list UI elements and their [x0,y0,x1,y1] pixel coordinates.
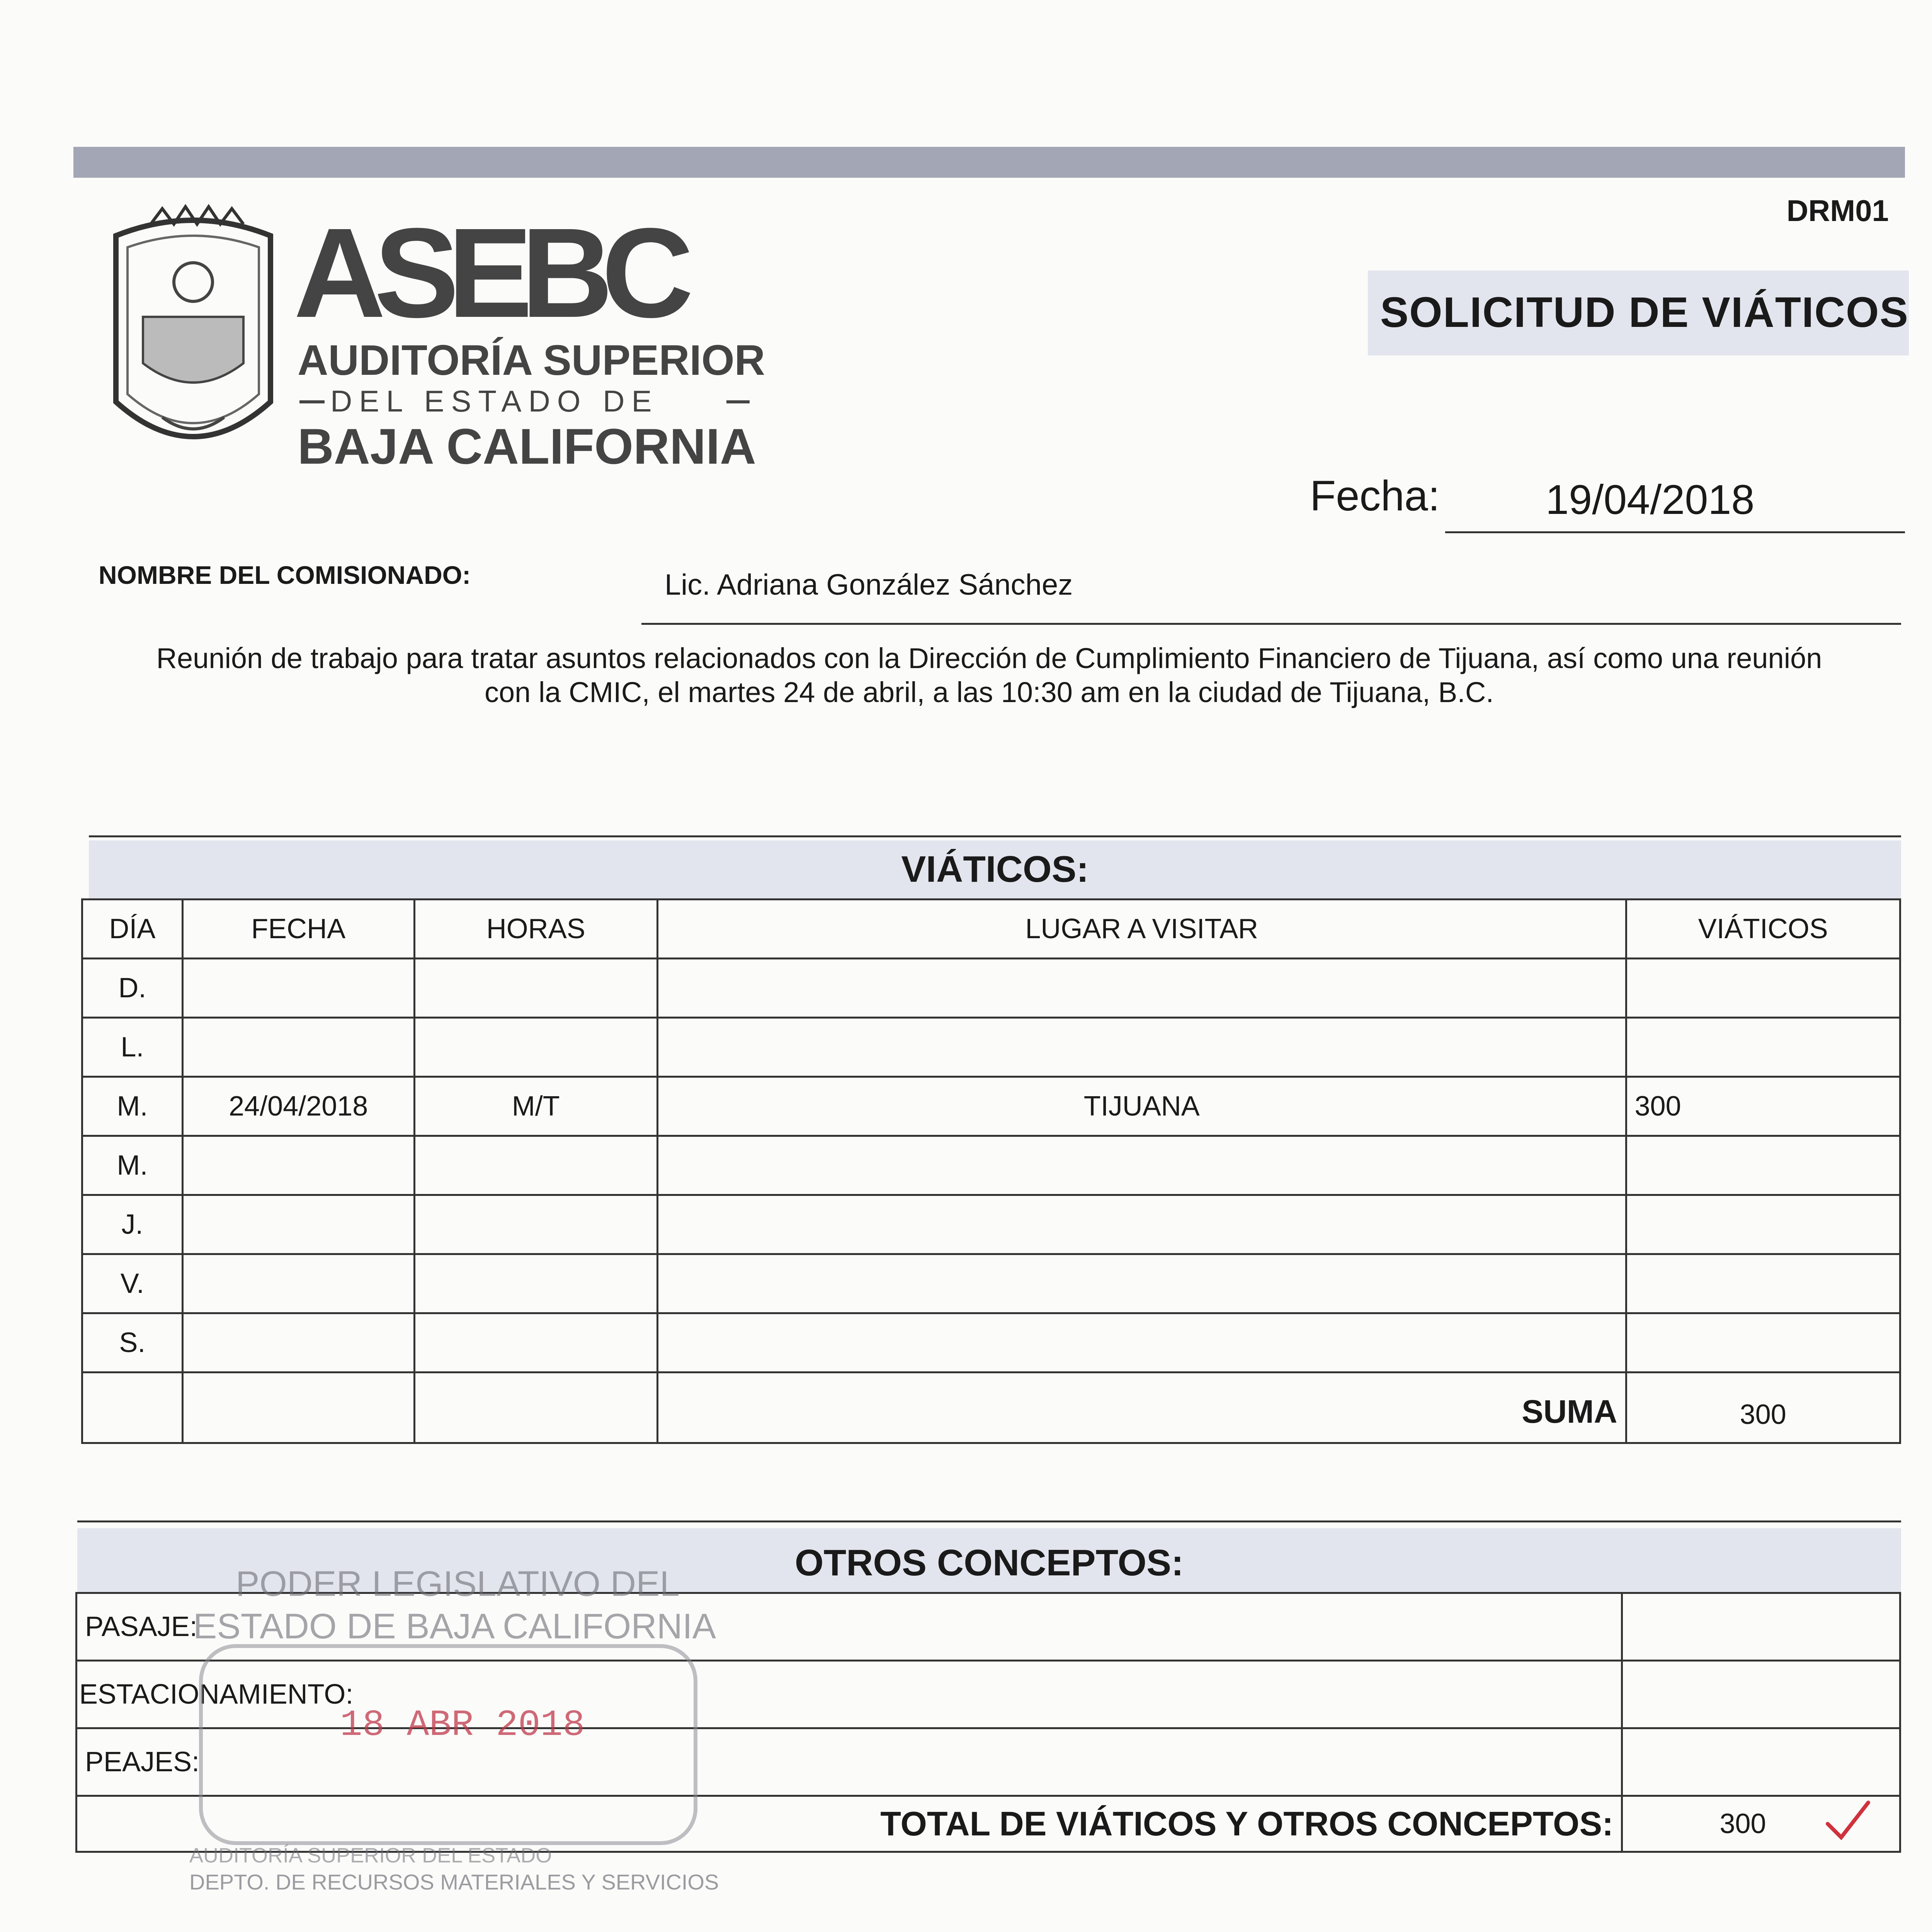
suma-value: 300 [1626,1372,1900,1443]
svg-text:ESTADO DE BAJA CALIFORNIA: ESTADO DE BAJA CALIFORNIA [193,1607,716,1646]
header-dia: DÍA [82,900,183,959]
cell-fecha [182,1136,414,1195]
checkmark-icon [1824,1801,1870,1843]
cell-viaticos [1626,1195,1900,1254]
coat-of-arms-icon [93,201,765,479]
cell-lugar [657,1136,1626,1195]
table-row [82,1313,1900,1372]
cell-viaticos [1626,1136,1900,1195]
cell-fecha [182,1195,414,1254]
separator-line [89,835,1901,837]
cell-lugar: TIJUANA [657,1077,1626,1136]
table-row [82,1077,1900,1136]
reception-stamp [185,1564,719,1894]
cell-dia: M. [82,1136,183,1195]
cell-horas [414,1254,657,1313]
cell-viaticos [1626,1254,1900,1313]
cell-horas [414,1313,657,1372]
fecha-label: Fecha: [1310,472,1440,520]
cell-dia: M. [82,1077,183,1136]
comisionado-underline [641,623,1901,625]
cell-viaticos [1626,1313,1900,1372]
table-row [82,1136,1900,1195]
suma-row [82,1372,1900,1443]
description-line-1: Reunión de trabajo para tratar asuntos relacionados con la Dirección de Cumplimiento Financiero de Tijuana, así como una reunión [156,642,1822,674]
estacionamiento-label: ESTACIONAMIENTO: [77,1661,1622,1728]
svg-text:DEL ESTADO DE: DEL ESTADO DE [330,384,659,418]
table-header-row [82,900,1900,959]
cell-viaticos: 300 [1626,1077,1900,1136]
table-row [82,1018,1900,1077]
form-code: DRM01 [1786,194,1889,228]
viaticos-table [81,898,1901,1444]
cell-dia: J. [82,1195,183,1254]
separator-line [77,1520,1901,1522]
stamp-frame-icon [185,1564,719,1894]
top-band [73,147,1905,178]
cell-fecha [182,1313,414,1372]
comisionado-value: Lic. Adriana González Sánchez [665,568,1073,601]
table-row [82,959,1900,1018]
peajes-label: PEAJES: [77,1728,1622,1796]
svg-text:BAJA CALIFORNIA: BAJA CALIFORNIA [298,418,756,474]
table-row [82,1195,1900,1254]
header-lugar: LUGAR A VISITAR [657,900,1626,959]
cell-horas [414,1018,657,1077]
cell-lugar [657,1313,1626,1372]
estacionamiento-value [1622,1661,1900,1728]
cell-viaticos [1626,1018,1900,1077]
cell-fecha: 24/04/2018 [182,1077,414,1136]
comisionado-label: NOMBRE DEL COMISIONADO: [99,561,471,589]
svg-text:AUDITORÍA SUPERIOR DEL ESTADO: AUDITORÍA SUPERIOR DEL ESTADO [189,1844,552,1867]
cell-fecha [182,1018,414,1077]
header-viaticos: VIÁTICOS [1626,900,1900,959]
total-value: 300 [1719,1808,1766,1839]
cell-horas: M/T [414,1077,657,1136]
header-fecha: FECHA [182,900,414,959]
cell-fecha [182,1254,414,1313]
commission-description [100,641,1878,709]
asebc-logo [93,201,765,479]
cell-dia: S. [82,1313,183,1372]
description-line-2: con la CMIC, el martes 24 de abril, a las 10:30 am en la ciudad de Tijuana, B.C. [485,676,1494,708]
cell-dia: V. [82,1254,183,1313]
svg-text:18 ABR 2018: 18 ABR 2018 [340,1704,585,1746]
fecha-value: 19/04/2018 [1546,476,1755,523]
total-label: TOTAL DE VIÁTICOS Y OTROS CONCEPTOS: [77,1796,1622,1852]
svg-text:ASEBC: ASEBC [294,201,682,344]
pasaje-label: PASAJE: [77,1593,1622,1661]
peajes-value [1622,1728,1900,1796]
cell-lugar [657,959,1626,1018]
header-horas: HORAS [414,900,657,959]
pasaje-value [1622,1593,1900,1661]
cell-horas [414,1195,657,1254]
svg-text:PODER LEGISLATIVO DEL: PODER LEGISLATIVO DEL [236,1564,680,1604]
cell-viaticos [1626,959,1900,1018]
svg-text:DEPTO. DE RECURSOS MATERIALES: DEPTO. DE RECURSOS MATERIALES Y SERVICIOS [189,1870,719,1894]
cell-lugar [657,1018,1626,1077]
otros-title: OTROS CONCEPTOS: [794,1542,1184,1583]
suma-label: SUMA [657,1372,1626,1443]
cell-horas [414,959,657,1018]
fecha-underline [1445,531,1905,533]
cell-lugar [657,1195,1626,1254]
cell-fecha [182,959,414,1018]
cell-dia: L. [82,1018,183,1077]
cell-lugar [657,1254,1626,1313]
svg-text:AUDITORÍA SUPERIOR: AUDITORÍA SUPERIOR [298,337,765,384]
table-row [82,1254,1900,1313]
form-title: SOLICITUD DE VIÁTICOS [1380,289,1909,336]
cell-horas [414,1136,657,1195]
viaticos-title: VIÁTICOS: [901,849,1089,890]
cell-dia: D. [82,959,183,1018]
